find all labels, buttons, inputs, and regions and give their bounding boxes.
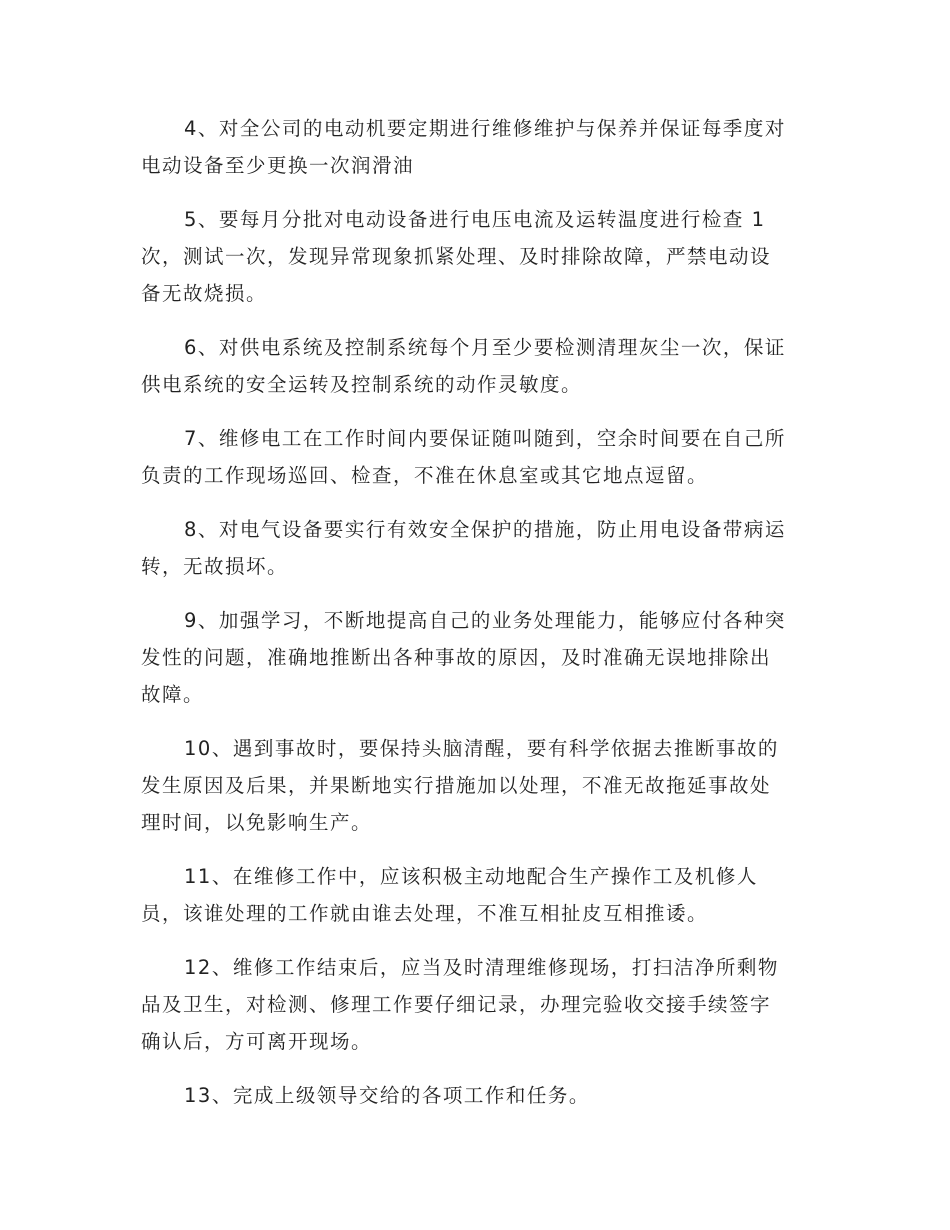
paragraph-line: 6、对供电系统及控制系统每个月至少要检测清理灰尘一次，保证 — [184, 336, 786, 359]
paragraph-line: 10、遇到事故时，要保持头脑清醒，要有科学依据去推断事故的 — [184, 737, 779, 760]
paragraph-line: 12、维修工作结束后，应当及时清理维修现场，打扫洁净所剩物 — [184, 956, 779, 979]
paragraph-line: 确认后，方可离开现场。 — [141, 1030, 373, 1053]
paragraph-item-12 — [141, 949, 809, 1060]
paragraph-line: 理时间，以免影响生产。 — [141, 811, 373, 834]
paragraph-line: 13、完成上级领导交给的各项工作和任务。 — [184, 1084, 590, 1107]
paragraph-line: 品及卫生，对检测、修理工作要仔细记录，办理完验收交接手续签字 — [141, 993, 772, 1016]
paragraph-line: 转，无故损坏。 — [141, 555, 289, 578]
paragraph-line: 备无故烧损。 — [141, 282, 268, 305]
paragraph-item-5 — [141, 201, 809, 312]
paragraph-line: 9、加强学习，不断地提高自己的业务处理能力，能够应付各种突 — [184, 609, 786, 632]
paragraph-item-4 — [141, 110, 809, 184]
paragraph-item-11 — [141, 858, 809, 932]
paragraph-item-10 — [141, 730, 809, 841]
paragraph-line: 4、对全公司的电动机要定期进行维修维护与保养并保证每季度对 — [184, 117, 786, 140]
paragraph-item-13 — [141, 1077, 809, 1114]
paragraph-item-9 — [141, 602, 809, 713]
paragraph-line: 7、维修电工在工作时间内要保证随叫随到，空余时间要在自己所 — [184, 427, 786, 450]
paragraph-item-6 — [141, 329, 809, 403]
paragraph-line: 负责的工作现场巡回、检查，不准在休息室或其它地点逗留。 — [141, 464, 709, 487]
paragraph-line: 发生原因及后果，并果断地实行措施加以处理，不准无故拖延事故处 — [141, 774, 772, 797]
paragraph-line: 员，该谁处理的工作就由谁去处理，不准互相扯皮互相推诿。 — [141, 902, 709, 925]
paragraph-line: 11、在维修工作中，应该积极主动地配合生产操作工及机修人 — [184, 865, 758, 888]
paragraph-line: 8、对电气设备要实行有效安全保护的措施，防止用电设备带病运 — [184, 518, 786, 541]
paragraph-line: 故障。 — [141, 683, 205, 706]
paragraph-line: 供电系统的安全运转及控制系统的动作灵敏度。 — [141, 373, 583, 396]
paragraph-line: 次，测试一次，发现异常现象抓紧处理、及时排除故障，严禁电动设 — [141, 245, 772, 268]
paragraph-line: 5、要每月分批对电动设备进行电压电流及运转温度进行检查 1 — [184, 208, 766, 231]
paragraph-line: 电动设备至少更换一次润滑油 — [141, 154, 415, 177]
paragraph-item-8 — [141, 511, 809, 585]
paragraph-line: 发性的问题，准确地推断出各种事故的原因，及时准确无误地排除出 — [141, 646, 772, 669]
paragraph-item-7 — [141, 420, 809, 494]
document-body — [141, 110, 809, 1131]
